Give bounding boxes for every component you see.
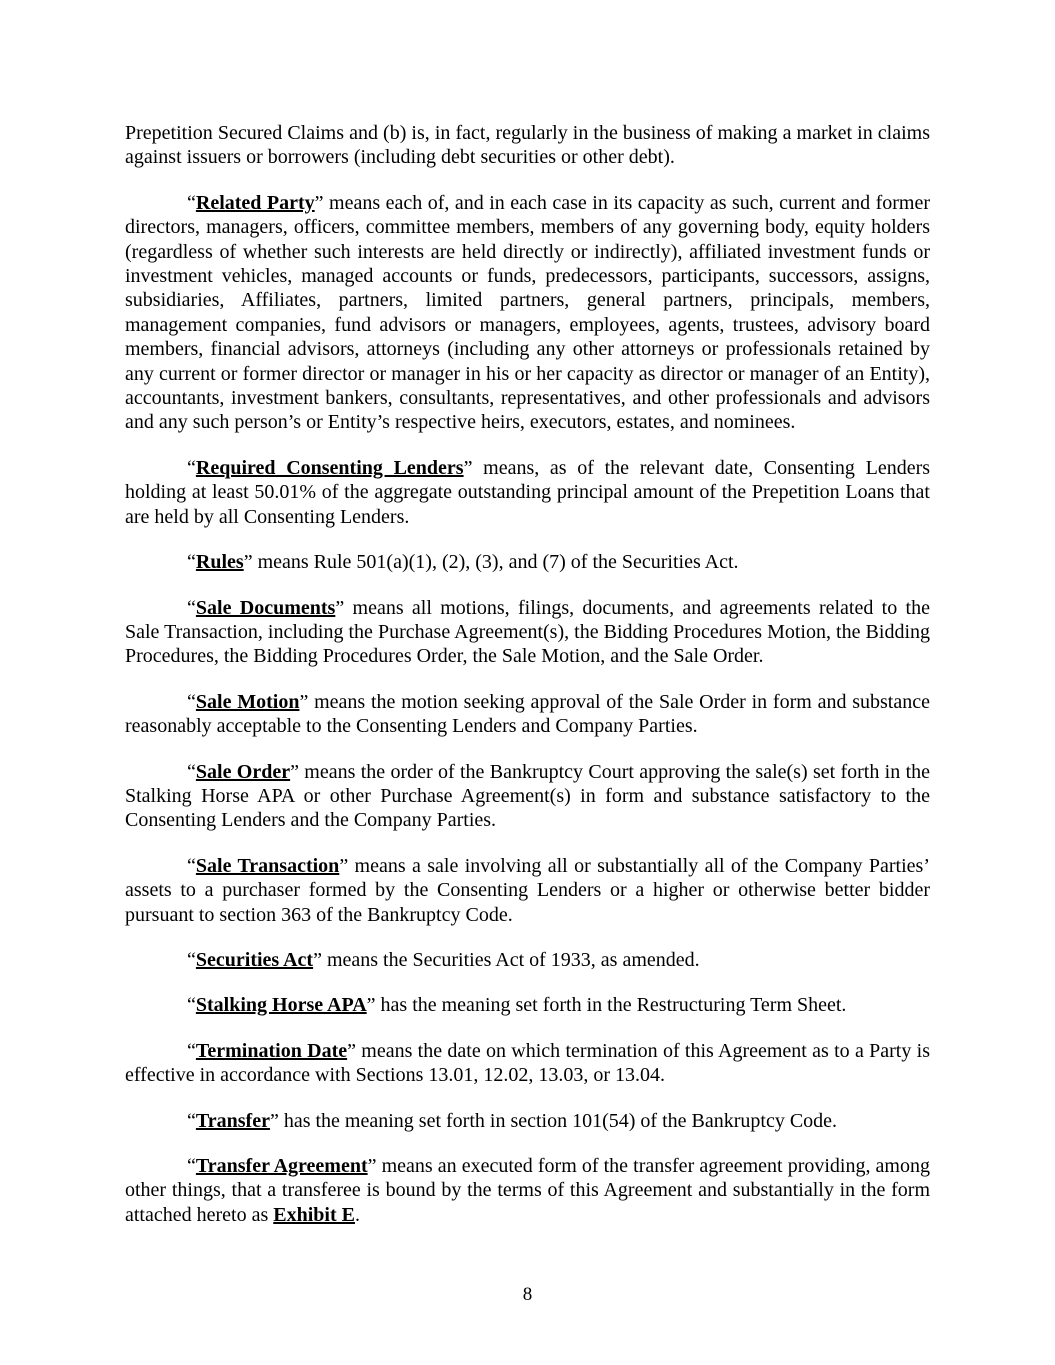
- open-quote: “: [187, 191, 196, 214]
- open-quote: “: [187, 596, 196, 619]
- definition-paragraph-related-party: [125, 191, 930, 435]
- definition-term: Transfer Agreement: [195, 1155, 368, 1177]
- intro-paragraph: Prepetition Secured Claims and (b) is, in fact, regularly in the business of making a market in claims against issuers or borrowers (including debt securities or other debt).: [125, 122, 930, 169]
- definition-term: Sale Documents: [195, 596, 336, 619]
- definition-paragraph-required-consenting-lenders: [125, 456, 930, 529]
- definition-term: Rules: [195, 551, 244, 574]
- definition-body: ” means Rule 501(a)(1), (2), (3), and (7) of the Securities Act.: [243, 551, 739, 574]
- open-quote: “: [187, 854, 196, 877]
- open-quote: “: [187, 690, 196, 713]
- definition-paragraph-rules: [125, 550, 930, 574]
- definition-term: Transfer: [195, 1109, 270, 1132]
- open-quote: “: [187, 948, 196, 971]
- definition-paragraph-stalking-horse-apa: [125, 993, 930, 1017]
- open-quote: “: [187, 1039, 196, 1062]
- definition-paragraph-sale-motion: [125, 690, 930, 739]
- definition-term: Related Party: [195, 191, 315, 214]
- definition-paragraph-transfer-agreement: [125, 1154, 930, 1227]
- open-quote: “: [187, 760, 196, 783]
- definition-term: Termination Date: [195, 1039, 348, 1062]
- definition-paragraph-securities-act: [125, 948, 930, 972]
- definition-paragraph-sale-order: [125, 760, 930, 833]
- definition-term: Stalking Horse APA: [195, 994, 367, 1017]
- definition-term: Sale Motion: [195, 690, 300, 713]
- definition-body: ” has the meaning set forth in the Restructuring Term Sheet.: [366, 994, 847, 1017]
- open-quote: “: [187, 1109, 196, 1132]
- definition-body: ” means all motions, filings, documents, and agreements related to the Sale Transaction, including the Purchase Agreement(s), the Bidding Procedures Motion, the Bidding Procedures, the Bidding Procedures Order, the Sale Motion, and the Sale Order.: [125, 596, 930, 668]
- definition-tail: .: [354, 1203, 360, 1226]
- definition-body: ” means the date on which termination of this Agreement as to a Party is effective in accordance with Sections 13.01, 12.02, 13.03, or 13.04.: [125, 1039, 930, 1087]
- definition-term: Securities Act: [195, 948, 314, 971]
- definition-term: Sale Transaction: [195, 854, 340, 877]
- definition-body: ” means the motion seeking approval of the Sale Order in form and substance reasonably acceptable to the Consenting Lenders and Company Parties.: [125, 690, 930, 738]
- definition-paragraph-transfer: [125, 1109, 930, 1133]
- definition-body: ” means an executed form of the transfer agreement providing, among other things, that a transferee is bound by the terms of this Agreement and substantially in the form attached hereto as: [125, 1155, 930, 1226]
- definition-term: Required Consenting Lenders: [195, 456, 464, 479]
- definition-paragraph-sale-documents: [125, 596, 930, 669]
- definition-body: ” has the meaning set forth in section 101(54) of the Bankruptcy Code.: [269, 1109, 838, 1132]
- open-quote: “: [187, 1155, 196, 1177]
- definition-body: ” means each of, and in each case in its capacity as such, current and former directors, managers, officers, committee members, members of any governing body, equity holders (regardless of whether such interests are held directly or indirectly), affiliated investment funds or investment vehicles, managed accounts or funds, predecessors, participants, successors, assigns, subsidiaries, Affiliates, partners, limited partners, general partners, principals, members, management companies, fund advisors or managers, employees, agents, trustees, advisory board members, financial advisors, attorneys (including any other attorneys or professionals retained by any current or former director or manager in his or her capacity as director or manager of an Entity), accountants, investment bankers, consultants, representatives, and other professionals and advisors and any such person’s or Entity’s respective heirs, executors, estates, and nominees.: [125, 191, 930, 434]
- open-quote: “: [187, 994, 196, 1017]
- definition-term: Sale Order: [195, 760, 291, 783]
- definition-paragraph-sale-transaction: [125, 854, 930, 927]
- definition-body: ” means the Securities Act of 1933, as amended.: [313, 948, 700, 971]
- definition-body: ” means, as of the relevant date, Consenting Lenders holding at least 50.01% of the aggregate outstanding principal amount of the Prepetition Loans that are held by all Consenting Lenders.: [125, 456, 931, 528]
- exhibit-reference: Exhibit E: [273, 1203, 355, 1226]
- open-quote: “: [187, 456, 196, 479]
- definition-body: ” means a sale involving all or substantially all of the Company Parties’ assets to a purchaser formed by the Consenting Lenders or a higher or otherwise better bidder pursuant to section 363 of the Bankruptcy Code.: [125, 854, 930, 926]
- definition-paragraph-termination-date: [125, 1039, 930, 1088]
- definition-body: ” means the order of the Bankruptcy Court approving the sale(s) set forth in the Stalking Horse APA or other Purchase Agreement(s) in form and substance satisfactory to the Consenting Lenders and the Company Parties.: [125, 760, 931, 832]
- page-number: 8: [522, 1283, 533, 1305]
- open-quote: “: [187, 551, 196, 574]
